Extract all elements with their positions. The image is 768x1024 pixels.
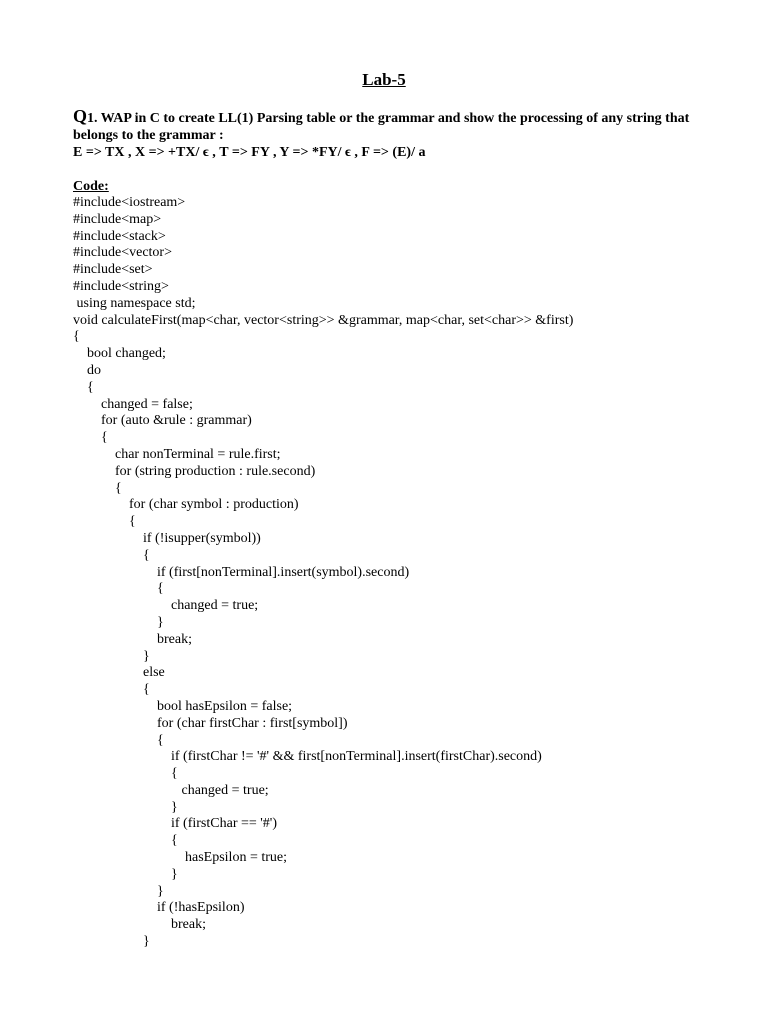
code-line: bool changed; <box>73 346 166 362</box>
code-line: break; <box>73 917 206 933</box>
code-line: { <box>73 682 150 698</box>
code-line: char nonTerminal = rule.first; <box>73 446 281 462</box>
code-line: { <box>73 514 136 530</box>
code-line: #include<stack> <box>73 228 166 244</box>
question-text: 1. WAP in C to create LL(1) Parsing table or the grammar and show the processing of any string that belongs to the grammar : <box>73 111 690 143</box>
code-line: void calculateFirst(map<char, vector<string>> &grammar, map<char, set<char>> &first) <box>73 312 574 328</box>
code-line: { <box>73 766 178 782</box>
grammar-rules: E => TX , X => +TX/ ϵ , T => FY , Y => *FY/ ϵ , F => (E)/ a <box>73 145 426 160</box>
code-line: if (firstChar != '#' && first[nonTerminal].insert(firstChar).second) <box>73 749 542 765</box>
code-block <box>73 195 733 951</box>
code-line: { <box>73 833 178 849</box>
page-title: Lab-5 <box>362 70 406 89</box>
code-line: } <box>73 934 150 950</box>
code-line: { <box>73 547 150 563</box>
code-line: changed = true; <box>73 598 259 614</box>
code-line: if (!isupper(symbol)) <box>73 530 261 546</box>
code-line: { <box>73 329 80 345</box>
question-marker: Q <box>73 106 88 126</box>
code-line: { <box>73 480 122 496</box>
code-line: { <box>73 430 108 446</box>
code-line: else <box>73 665 165 681</box>
code-line: for (string production : rule.second) <box>73 463 316 479</box>
code-line: #include<iostream> <box>73 195 186 210</box>
code-line: { <box>73 379 94 395</box>
code-line: bool hasEpsilon = false; <box>73 698 293 714</box>
code-line: } <box>73 799 178 815</box>
code-line: } <box>73 648 150 664</box>
code-line: { <box>73 581 164 597</box>
code-line: for (char symbol : production) <box>73 497 299 513</box>
code-line: for (auto &rule : grammar) <box>73 413 252 429</box>
code-line: using namespace std; <box>73 295 196 311</box>
code-line: break; <box>73 631 192 647</box>
code-heading: Code: <box>73 179 109 194</box>
code-line: if (first[nonTerminal].insert(symbol).second) <box>73 564 410 580</box>
code-line: #include<map> <box>73 211 162 227</box>
code-line: for (char firstChar : first[symbol]) <box>73 715 348 731</box>
code-line: { <box>73 732 164 748</box>
code-line: } <box>73 614 164 630</box>
code-line: hasEpsilon = true; <box>73 850 287 866</box>
code-line: if (firstChar == '#') <box>73 816 277 832</box>
code-line: changed = true; <box>73 782 269 798</box>
code-line: changed = false; <box>73 396 193 412</box>
code-line: #include<vector> <box>73 245 172 261</box>
question-block <box>73 108 703 161</box>
code-line: } <box>73 883 164 899</box>
code-line: #include<set> <box>73 262 153 278</box>
code-line: #include<string> <box>73 278 169 294</box>
code-line: } <box>73 866 178 882</box>
code-line: if (!hasEpsilon) <box>73 900 245 916</box>
code-line: do <box>73 362 101 378</box>
